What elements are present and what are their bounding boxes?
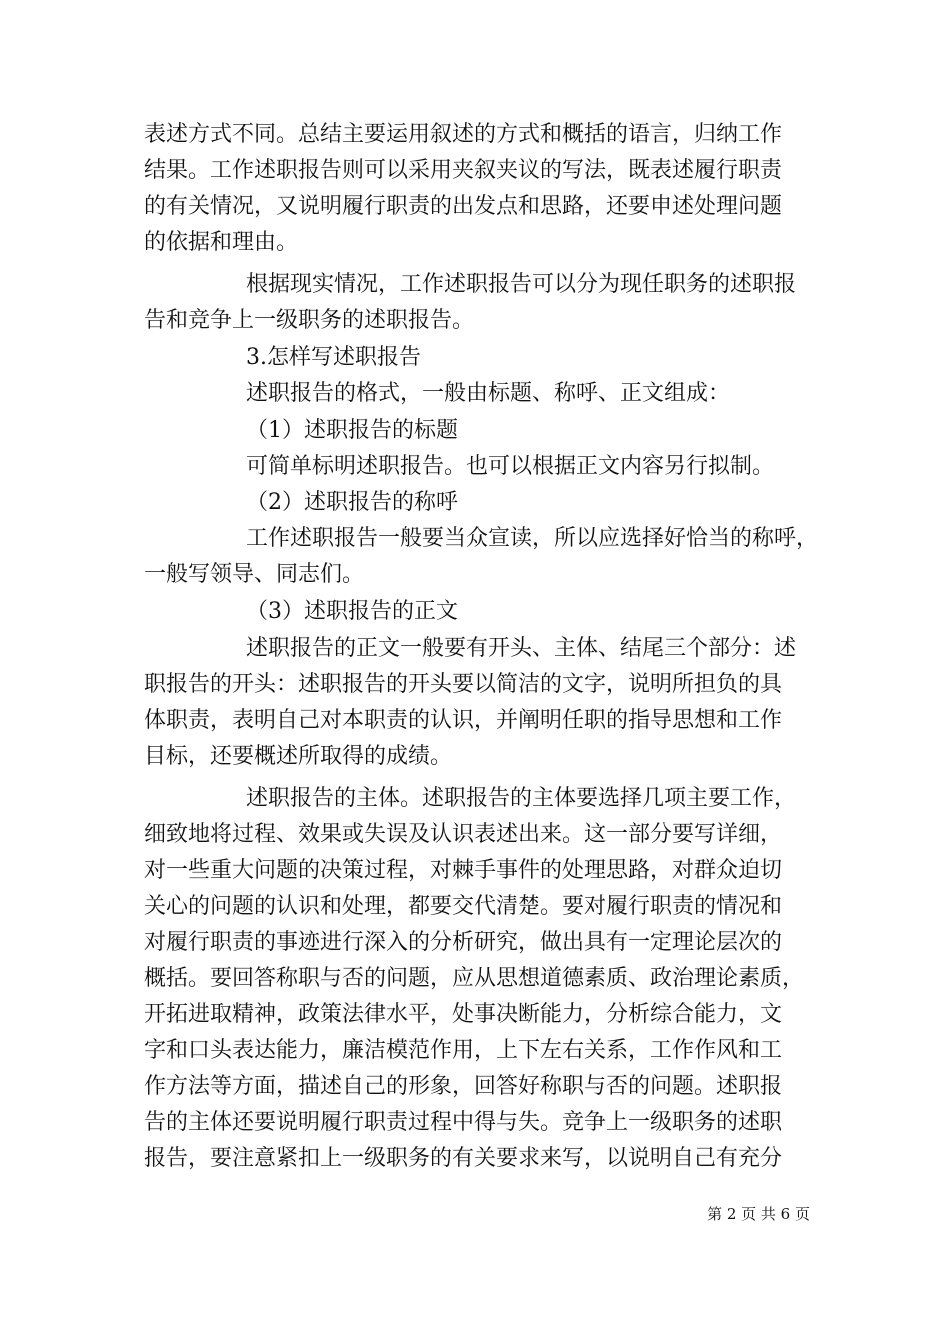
text-line: 结果。工作述职报告则可以采用夹叙夹议的写法，既表述履行职责 (144, 158, 783, 183)
text-line: 概括。要回答称职与否的问题，应从思想道德素质、政治理论素质， (144, 966, 805, 991)
text-line: 的依据和理由。 (144, 230, 299, 255)
text-line: 细致地将过程、效果或失误及认识表述出来。这一部分要写详细， (144, 822, 783, 847)
text-line: 关心的问题的认识和处理，都要交代清楚。要对履行职责的情况和 (144, 894, 783, 919)
text-line: 开拓进取精神，政策法律水平，处事决断能力，分析综合能力，文 (144, 1002, 783, 1027)
subsection-heading: （1）述职报告的标题 (246, 418, 458, 443)
text-line: 的有关情况，又说明履行职责的出发点和思路，还要申述处理问题 (144, 194, 783, 219)
text-line: 述职报告的格式，一般由标题、称呼、正文组成： (246, 381, 731, 406)
text-line: 字和口头表达能力，廉洁模范作用，上下左右关系，工作作风和工 (144, 1038, 783, 1063)
page-number-footer: 第 2 页 共 6 页 (707, 1205, 810, 1223)
text-line: 对一些重大问题的决策过程，对棘手事件的处理思路，对群众迫切 (144, 858, 783, 883)
text-line: 表述方式不同。总结主要运用叙述的方式和概括的语言，归纳工作 (144, 122, 783, 147)
section-heading: 3.怎样写述职报告 (246, 345, 421, 370)
text-line: 报告，要注意紧扣上一级职务的有关要求来写，以说明自己有充分 (144, 1146, 783, 1171)
text-line: 职报告的开头：述职报告的开头要以简洁的文字，说明所担负的具 (144, 672, 783, 697)
text-line: 可简单标明述职报告。也可以根据正文内容另行拟制。 (246, 454, 775, 479)
subsection-heading: （3）述职报告的正文 (246, 599, 458, 624)
text-line: 告和竞争上一级职务的述职报告。 (144, 308, 475, 333)
subsection-heading: （2）述职报告的称呼 (246, 490, 458, 515)
text-line: 一般写领导、同志们。 (144, 562, 365, 587)
text-line: 体职责，表明自己对本职责的认识，并阐明任职的指导思想和工作 (144, 708, 783, 733)
text-line: 工作述职报告一般要当众宣读，所以应选择好恰当的称呼， (246, 526, 819, 551)
text-line: 目标，还要概述所取得的成绩。 (144, 744, 453, 769)
text-line: 述职报告的正文一般要有开头、主体、结尾三个部分：述 (246, 636, 797, 661)
text-line: 对履行职责的事迹进行深入的分析研究，做出具有一定理论层次的 (144, 930, 783, 955)
text-line: 根据现实情况，工作述职报告可以分为现任职务的述职报 (246, 272, 797, 297)
text-line: 告的主体还要说明履行职责过程中得与失。竞争上一级职务的述职 (144, 1110, 783, 1135)
text-line: 作方法等方面，描述自己的形象，回答好称职与否的问题。述职报 (144, 1074, 783, 1099)
text-line: 述职报告的主体。述职报告的主体要选择几项主要工作， (246, 786, 797, 811)
